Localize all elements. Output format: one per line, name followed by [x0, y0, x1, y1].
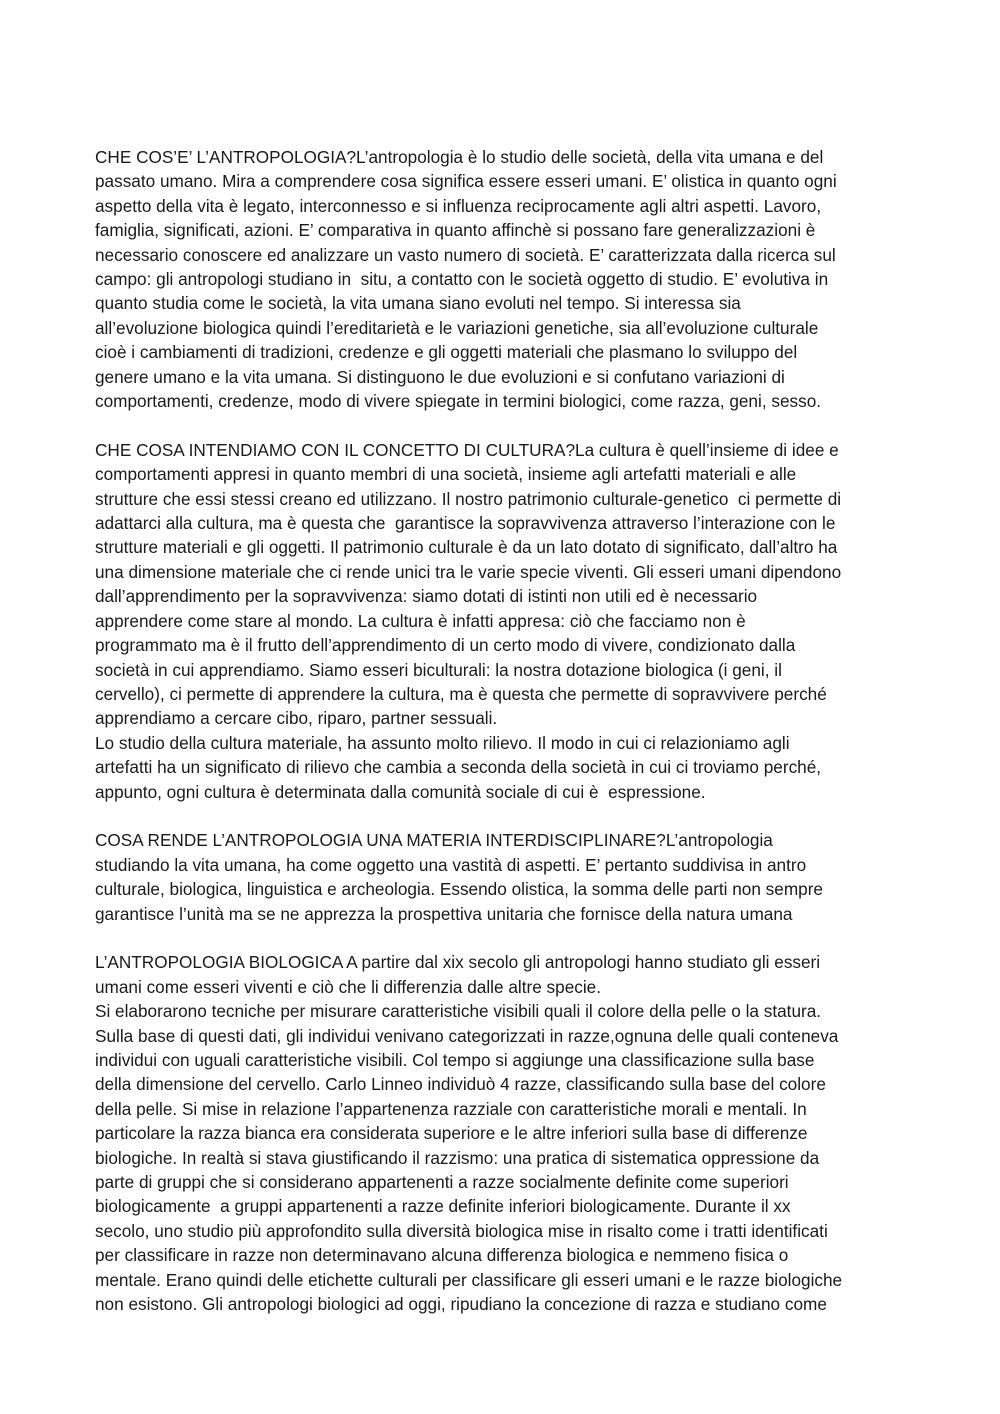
text-line: parte di gruppi che si considerano appartenenti a razze socialmente definite come superiori [95, 1172, 789, 1193]
text-line: COSA RENDE L’ANTROPOLOGIA UNA MATERIA INTERDISCIPLINARE?L’antropologia [95, 830, 773, 851]
text-line: campo: gli antropologi studiano in situ, a contatto con le società oggetto di studio. E’ evolutiva in [95, 269, 829, 290]
text-line: programmato ma è il frutto dell’apprendimento di un certo modo di vivere, condizionato dalla [95, 635, 796, 656]
text-line: aspetto della vita è legato, interconnesso e si influenza reciprocamente agli altri aspetti. Lavoro, [95, 195, 822, 216]
text-line: appunto, ogni cultura è determinata dalla comunità sociale di cui è espressione. [95, 781, 706, 802]
text-line: Sulla base di questi dati, gli individui venivano categorizzati in razze,ognuna delle quali conteneva [95, 1025, 839, 1046]
text-line: adattarci alla cultura, ma è questa che garantisce la sopravvivenza attraverso l’interazione con le [95, 513, 836, 534]
text-line: garantisce l’unità ma se ne apprezza la prospettiva unitaria che fornisce della natura umana [95, 903, 793, 924]
text-line: L’ANTROPOLOGIA BIOLOGICA A partire dal xix secolo gli antropologi hanno studiato gli esseri [95, 952, 821, 973]
text-line: artefatti ha un significato di rilievo che cambia a seconda della società in cui ci troviamo perché, [95, 757, 822, 778]
text-line: biologicamente a gruppi appartenenti a razze definite inferiori biologicamente. Durante il xx [95, 1196, 791, 1217]
paragraph-gap [95, 413, 915, 437]
paragraph-gap [95, 804, 915, 828]
text-line: non esistono. Gli antropologi biologici ad oggi, ripudiano la concezione di razza e studiano come [95, 1294, 827, 1315]
text-line: culturale, biologica, linguistica e archeologia. Essendo olistica, la somma delle parti non sempre [95, 879, 823, 900]
text-line: passato umano. Mira a comprendere cosa significa essere esseri umani. E’ olistica in quanto ogni [95, 171, 837, 192]
text-line: all’evoluzione biologica quindi l’ereditarietà e le variazioni genetiche, sia all’evoluzione culturale [95, 317, 819, 338]
text-line: della dimensione del cervello. Carlo Linneo individuò 4 razze, classificando sulla base del colore [95, 1074, 826, 1095]
text-line: mentale. Erano quindi delle etichette culturali per classificare gli esseri umani e le razze biologiche [95, 1269, 843, 1290]
text-line: secolo, uno studio più approfondito sulla diversità biologica mise in risalto come i tratti identificati [95, 1220, 828, 1241]
text-line: strutture che essi stessi creano ed utilizzano. Il nostro patrimonio culturale-genetico ci permette di [95, 488, 842, 509]
text-line: comportamenti appresi in quanto membri di una società, insieme agli artefatti materiali e alle [95, 464, 797, 485]
text-line: biologiche. In realtà si stava giustificando il razzismo: una pratica di sistematica oppressione da [95, 1147, 820, 1168]
text-line: umani come esseri viventi e ciò che li differenzia dalle altre specie. [95, 976, 602, 997]
text-line: apprendere come stare al mondo. La cultura è infatti appresa: ciò che facciamo non è [95, 610, 746, 631]
text-line: necessario conoscere ed analizzare un vasto numero di società. E’ caratterizzata dalla ricerca sul [95, 244, 836, 265]
text-line: studiando la vita umana, ha come oggetto una vastità di aspetti. E’ pertanto suddivisa in antro [95, 854, 807, 875]
text-line: individui con uguali caratteristiche visibili. Col tempo si aggiunge una classificazione sulla base [95, 1049, 815, 1070]
text-line: strutture materiali e gli oggetti. Il patrimonio culturale è da un lato dotato di significato, dall’altro ha [95, 537, 838, 558]
text-line: genere umano e la vita umana. Si distinguono le due evoluzioni e si confutano variazioni di [95, 366, 785, 387]
text-line: dall’apprendimento per la sopravvivenza: siamo dotati di istinti non utili ed è necessario [95, 586, 758, 607]
text-line: cervello), ci permette di apprendere la cultura, ma è questa che permette di sopravvivere perché [95, 683, 827, 704]
text-line: apprendiamo a cercare cibo, riparo, partner sessuali. [95, 708, 498, 729]
text-line: per classificare in razze non determinavano alcuna differenza biologica e nemmeno fisica o [95, 1245, 789, 1266]
paragraph-gap [95, 926, 915, 950]
text-line: particolare la razza bianca era considerata superiore e le altre inferiori sulla base di differenze [95, 1123, 808, 1144]
text-line: Si elaborarono tecniche per misurare caratteristiche visibili quali il colore della pelle o la statura. [95, 1001, 822, 1022]
text-line: quanto studia come le società, la vita umana siano evoluti nel tempo. Si interessa sia [95, 293, 741, 314]
text-line: Lo studio della cultura materiale, ha assunto molto rilievo. Il modo in cui ci relazioniamo agli [95, 732, 790, 753]
document-body [95, 145, 915, 1316]
text-line: CHE COSA INTENDIAMO CON IL CONCETTO DI CULTURA?La cultura è quell’insieme di idee e [95, 439, 839, 460]
text-line: una dimensione materiale che ci rende unici tra le varie specie viventi. Gli esseri umani dipendono [95, 561, 842, 582]
text-line: società in cui apprendiamo. Siamo esseri biculturali: la nostra dotazione biologica (i geni, il [95, 659, 782, 680]
text-line: comportamenti, credenze, modo di vivere spiegate in termini biologici, come razza, geni, sesso. [95, 391, 822, 412]
text-line: cioè i cambiamenti di tradizioni, credenze e gli oggetti materiali che plasmano lo sviluppo del [95, 342, 798, 363]
text-line: famiglia, significati, azioni. E’ comparativa in quanto affinchè si possano fare generalizzazioni è [95, 220, 816, 241]
text-line: della pelle. Si mise in relazione l’appartenenza razziale con caratteristiche morali e mentali. In [95, 1098, 807, 1119]
text-line: CHE COS’E’ L’ANTROPOLOGIA?L’antropologia è lo studio delle società, della vita umana e del [95, 147, 824, 167]
